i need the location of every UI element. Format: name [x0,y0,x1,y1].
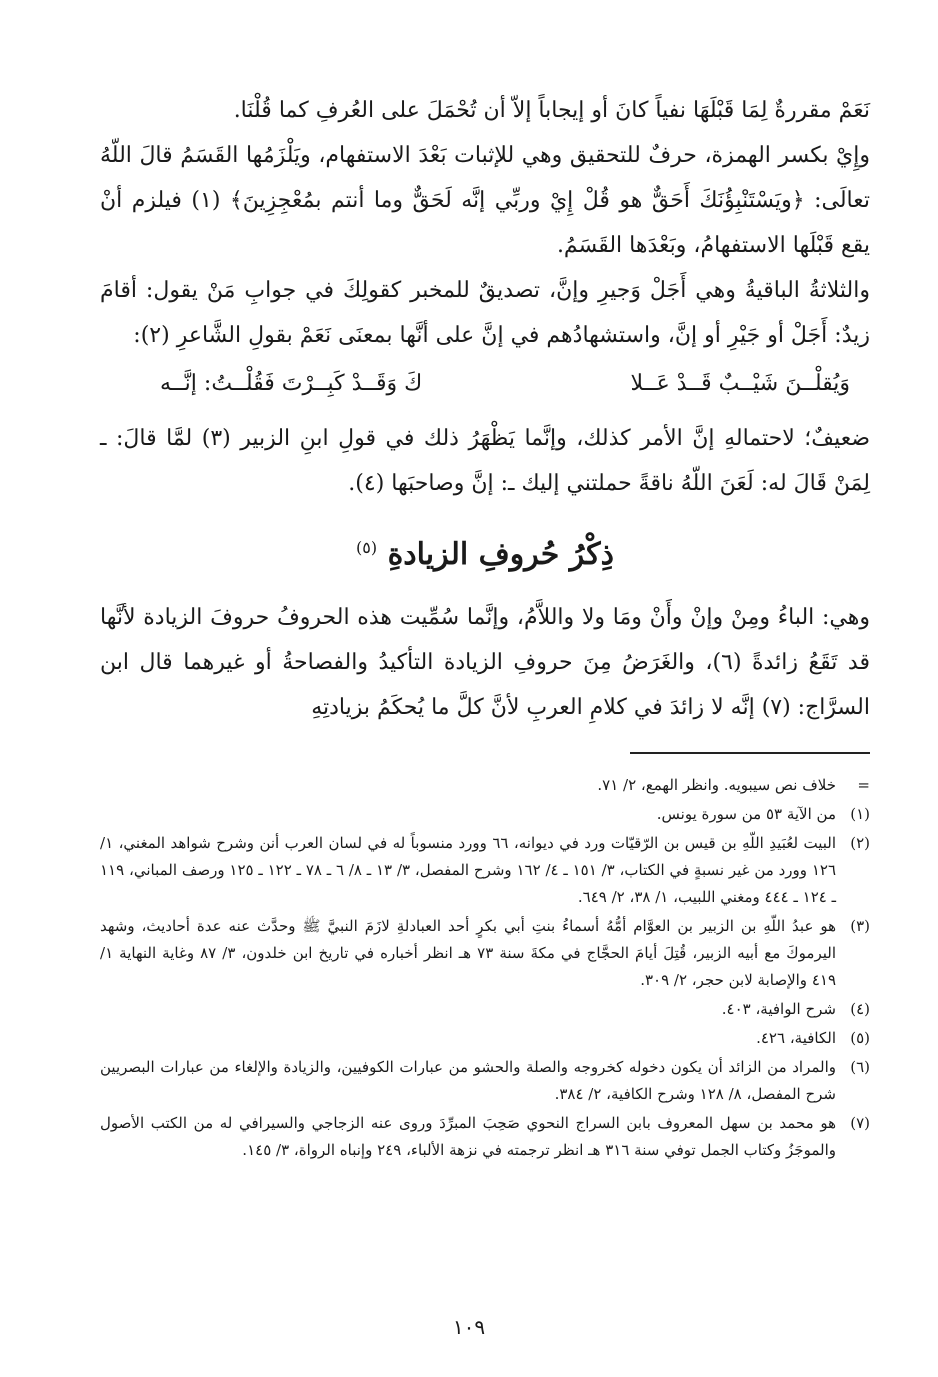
footnote-number: (٣) [850,917,870,935]
footnote-item [100,801,870,828]
footnote-number: = [857,776,870,794]
main-text [100,88,870,506]
footnote-text: هو محمد بن سهل المعروف بابن السراج النحوي صَحِبَ المبرِّدَ وروى عنه الزجاجي والسيرافي له من الكتب الأصول والموجَزُ وكتاب الجمل توفي سنة ٣١٦ هـ انظر ترجمته في نزهة الألباء، ٢٤٩ وإنباه الرواة، ٣/ ١٤٥. [100,1114,836,1159]
section-heading-text: ذِكْرُ حُروفِ الزيادةِ [387,537,614,572]
paragraph-4: ضعيفٌ؛ لاحتمالهِ إنَّ الأمر كذلك، وإنَّما يَظْهَرُ ذلك في قولِ ابنِ الزبير (٣) لمَّا قالَ: ـ لِمَنْ قَالَ له: لَعَنَ اللّهُ ناقةً حملتني إليك ـ: إنَّ وصاحبَها (٤). [100,426,870,496]
footnote-item [100,913,870,994]
section-heading [100,526,870,577]
footnote-item [100,830,870,911]
footnote-number: (٦) [850,1058,870,1076]
footnote-item [100,1025,870,1052]
footnote-item [100,1110,870,1164]
footnote-number: (٢) [850,834,870,852]
footnote-number: (٧) [850,1114,870,1132]
page-content [100,88,870,1166]
footnote-separator [630,752,870,754]
footnote-item [100,1054,870,1108]
verse-first-hemistich: وَيُقلْــنَ شَيْــبٌ قَــدْ عَــلا [630,371,850,396]
footnote-text: والمراد من الزائد أن يكون دخوله كخروجه والصلة والحشو من عبارات الكوفيين، والزيادة والإلغاء من عبارات البصريين شرح المفصل، ٨/ ١٢٨ وشرح الكافية، ٢/ ٣٨٤. [100,1058,836,1103]
footnote-item [100,996,870,1023]
page-number: ١٠٩ [452,1315,486,1339]
footnote-number: (١) [850,805,870,823]
footnote-text: هو عبدُ اللّهِ بن الزبير بن العوَّام أمُّهُ أسماءُ بنتِ أبي بكرٍ أحد العبادلةِ لازَمَ النبيَّ ﷺ وحدَّث عنه عدة أحاديث، وشهد اليرموكَ مع أبيه الزبير، قُتِلَ أيامَ الحجَّاج في مكةَ سنة ٧٣ هـ انظر أخباره في تاريخ ابن خلدون، ٣/ ٨٧ وغاية النهاية ١/ ٤١٩ والإصابة لابن حجر، ٢/ ٣٠٩. [100,917,836,989]
footnote-text: خلاف نص سيبويه. وانظر الهمع، ٢/ ٧١. [597,776,836,794]
verse-second-hemistich: كَ وَقَــدْ كَبِــرْتَ فَقُلْــتُ: إنَّــه [160,371,423,396]
footnote-item [100,772,870,799]
paragraph-1: نَعَمْ مقررةٌ لِمَا قَبْلَهَا نفياً كانَ أو إيجاباً إلاّ أن تُحْمَلَ على العُرفِ كما قُلْنَا. [233,98,870,123]
footnote-text: من الآية ٥٣ من سورة يونس. [656,805,836,823]
main-text-2 [100,595,870,730]
footnote-text: البيت لعُبَيدِ اللّهِ بن قيس بن الرّقيّات ورد في ديوانه، ٦٦ وورد منسوباً له في لسان العرب أنن وشرح شواهد المغني، ١/ ١٢٦ وورد من غير نسبةٍ في الكتاب، ٣/ ١٥١ ـ ٤/ ١٦٢ وشرح المفصل، ٣/ ١٣ ـ ٨/ ٦ ـ ٧٨ ـ ١٢٢ ـ ١٢٥ ورصف المباني، ١١٩ ـ ١٢٤ ـ ٤٤٤ ومغني اللبيب، ١/ ٣٨، ٢/ ٦٤٩. [100,834,836,906]
footnote-number: (٥) [850,1029,870,1047]
paragraph-2: وإِيْ بكسر الهمزة، حرفٌ للتحقيق وهي للإثبات بَعْدَ الاستفهام، ويَلْزَمُها القَسَمُ قالَ اللّهُ تعالَى: ﴿ويَسْتَنْبِؤُنَكَ أَحَقٌّ هو قُلْ إِيْ وربِّي إنَّه لَحَقٌّ وما أنتم بمُعْجِزِينَ﴾ (١) فيلزم أنْ يقع قَبْلَها الاستفهامُ، وبَعْدَها القَسَمُ. [100,143,870,258]
footnotes [100,772,870,1164]
footnote-text: الكافية، ٤٢٦. [756,1029,836,1047]
footnote-text: شرح الوافية، ٤٠٣. [721,1000,836,1018]
paragraph-3: والثلاثةُ الباقيةُ وهي أَجَلْ وَجيرِ وإنَّ، تصديقٌ للمخبر كقولِكَ في جوابِ مَنْ يقول: أقامَ زيدٌ: أَجَلْ أو جَيْرِ أو إنَّ، واستشهادُهم في إنَّ على أنَّها بمعنَى نَعَمْ بقولِ الشَّاعرِ (٢): [100,278,870,348]
poetry-verse [100,360,870,408]
paragraph-5: وهي: الباءُ ومِنْ وإنْ وأَنْ ومَا ولا واللاَّمُ، وإنَّما سُمِّيت هذه الحروفُ حروفَ الزيادة لأنَّها قد تَقَعُ زائدةً (٦)، والغَرَضُ مِنَ حروفِ الزيادة التأكيدُ والفصاحةُ أو غيرهما قال ابن السرَّاج: (٧) إنَّه لا زائدَ في كلامِ العربِ لأنَّ كلَّ ما يُحكَمُ بزيادتِهِ [100,605,870,720]
section-heading-footnote-ref: (٥) [356,538,378,557]
footnote-number: (٤) [850,1000,870,1018]
